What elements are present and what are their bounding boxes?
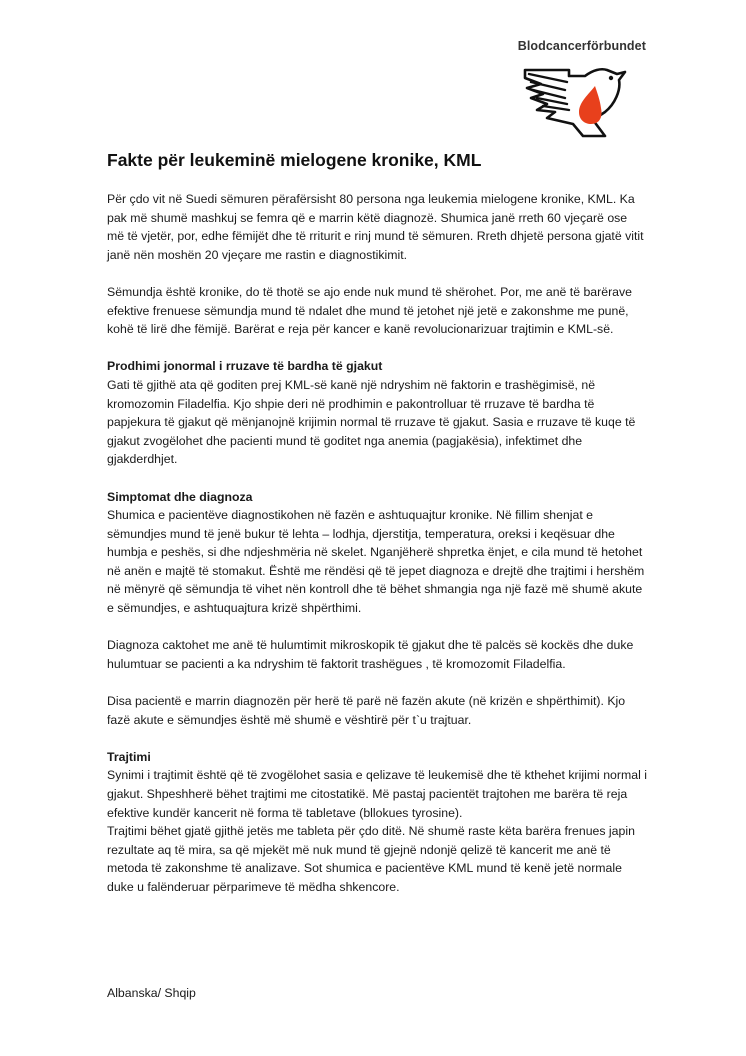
intro-paragraph: Për çdo vit në Suedi sëmuren përafërsisht 80 persona nga leukemia mielogene kronike, KML. Ka pak më shumë mashkuj se femra që e marrin këtë diagnozë. Shumica janë rreth 60 vjeçarë ose më të vjetër, por, edhe fëmijët dhe të rriturit e rinj mund të sëmuren. Rreth dhjetë persona gjatë vitit janë nën moshën 20 vjeçare me rastin e diagnostikimit. [107, 192, 644, 262]
brand-name: Blodcancerförbundet [517, 39, 646, 53]
document-title: Fakte për leukeminë mielogene kronike, KML [107, 150, 482, 170]
section-paragraph: Synimi i trajtimit është që të zvogëlohet sasia e qelizave të leukemisë dhe të kthehet krijimi normal i gjakut. Shpeshherë bëhet trajtimi me citostatikë. Më pastaj pacientët trajtohen me barëra të reja efektive kundër kancerit në forma të tabletave (bllokues tyrosine). [107, 768, 647, 820]
section-paragraph: Gati të gjithë ata që goditen prej KML-së kanë një ndryshim në faktorin e trashëgimisë, në kromozomin Filadelfia. Kjo shpie deri në prodhimin e pakontrolluar të rruzave të bardha të papjekura të gjakut që mënjanojnë krijimin normal të rruzave të gjakut. Sasia e rruzave të kuqe të gjakut zvogëlohet dhe pacienti mund të goditet nga anemia (pagjakësia), infektimet dhe gjakderdhjet. [107, 377, 636, 467]
section-heading: Trajtimi [107, 749, 151, 764]
dove-eye [609, 76, 613, 80]
section-heading: Prodhimi jonormal i rruzave të bardha të gjakut [107, 359, 383, 374]
language-footer: Albanska/ Shqip [107, 986, 196, 1000]
document-body [107, 190, 647, 915]
dove-logo-icon [521, 60, 633, 140]
section-heading: Simptomat dhe diagnoza [107, 489, 253, 504]
section-paragraph: Disa pacientë e marrin diagnozën për herë të parë në fazën akute (në krizën e shpërthimit). Kjo fazë akute e sëmundjes është më shumë e vështirë për t`u trajtuar. [107, 694, 626, 727]
section-paragraph: Diagnoza caktohet me anë të hulumtimit mikroskopik të gjakut dhe të palcës së kockës dhe duke hulumtuar se pacienti a ka ndryshim të faktorit trashëgues , të kromozomit Filadelfia. [107, 638, 634, 671]
section-paragraph: Trajtimi bëhet gjatë gjithë jetës me tableta për çdo ditë. Në shumë raste këta barëra frenues japin rezultate aq të mira, sa që mjekët më nuk mund të gjejnë ndonjë qelizë të kancerit me anë të metoda të zakonshme të analizave. Sot shumica e pacientëve KML mund të kenë jetë normale duke u falënderuar përparimeve të mëdha shkencore. [107, 824, 635, 894]
intro-paragraph: Sëmundja është kronike, do të thotë se ajo ende nuk mund të shërohet. Por, me anë të barërave efektive frenuese sëmundja mund të ndalet dhe mund të jetohet një jetë e zakonshme me punë, kohë të lirë dhe fëmijë. Barërat e reja për kancer e kanë revolucionarizuar trajtimin e KML-së. [107, 284, 633, 337]
section-paragraph: Shumica e pacientëve diagnostikohen në fazën e ashtuquajtur kronike. Në fillim shenjat e sëmundjes mund të jenë bukur të lehta – lodhja, djerstitja, temperatura, oreksi i keqësuar dhe humbja e peshës, si dhe ndjeshmëria në skelet. Nganjëherë shpretka ënjet, e cila mund të hetohet në anën e majtë të stomakut. Është me rëndësi që të jepet diagnoza e drejtë dhe trajtimi i hershëm në mënyrë që sëmundja të vihet nën kontroll dhe të bëhet shmangia nga një fazë më shumë akute e sëmundjes, e ashtuquajtura krizë shpërthimi. [107, 508, 645, 616]
